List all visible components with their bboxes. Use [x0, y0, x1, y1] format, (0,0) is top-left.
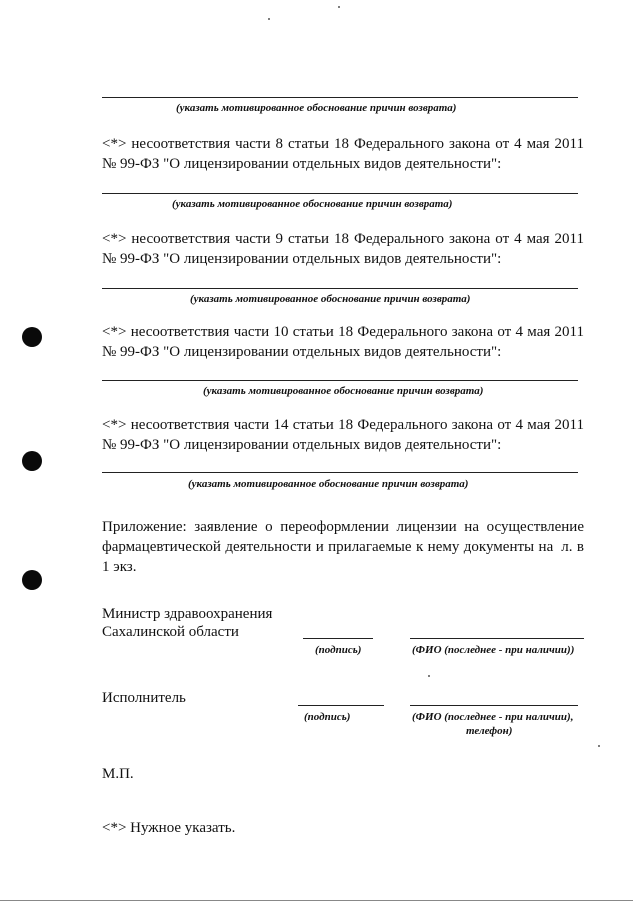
attachment-suffix: л. в 1 экз.: [102, 539, 584, 575]
punch-hole: [22, 451, 42, 471]
footnote: <*> Нужное указать.: [102, 820, 236, 836]
executor-name-line: [410, 705, 578, 706]
reason-caption: (указать мотивированное обоснование причин возврата): [190, 293, 471, 305]
section-text: <*> несоответствия части 10 статьи 18 Федерального закона от 4 мая 2011 № 99-ФЗ "О лицензировании отдельных видов деятельности":: [102, 324, 584, 360]
punch-hole: [22, 327, 42, 347]
scan-speck: [428, 675, 430, 677]
stamp-place: М.П.: [102, 766, 134, 782]
reason-caption: (указать мотивированное обоснование причин возврата): [172, 198, 453, 210]
scan-speck: [268, 18, 270, 20]
minister-title: Министр здравоохранения: [102, 606, 273, 622]
minister-name-line: [410, 638, 584, 639]
reason-caption: (указать мотивированное обоснование причин возврата): [203, 385, 484, 397]
attachment-text: [102, 517, 584, 577]
executor-label: Исполнитель: [102, 690, 186, 706]
reason-caption: (указать мотивированное обоснование причин возврата): [176, 102, 457, 114]
reason-line: [102, 380, 578, 381]
executor-phone-caption: телефон): [466, 725, 513, 737]
minister-signature-caption: (подпись): [315, 644, 362, 656]
section-text: <*> несоответствия части 14 статьи 18 Федерального закона от 4 мая 2011 № 99-ФЗ "О лицензировании отдельных видов деятельности":: [102, 417, 584, 453]
reason-line: [102, 472, 578, 473]
scan-speck: [598, 745, 600, 747]
reason-line: [102, 288, 578, 289]
minister-name-caption: (ФИО (последнее - при наличии)): [412, 644, 575, 656]
punch-hole: [22, 570, 42, 590]
scan-edge: [0, 900, 633, 901]
minister-region: Сахалинской области: [102, 624, 239, 640]
section-text: <*> несоответствия части 8 статьи 18 Федерального закона от 4 мая 2011 № 99-ФЗ "О лицензировании отдельных видов деятельности":: [102, 136, 584, 172]
section-text: <*> несоответствия части 9 статьи 18 Федерального закона от 4 мая 2011 № 99-ФЗ "О лицензировании отдельных видов деятельности":: [102, 231, 584, 267]
executor-signature-caption: (подпись): [304, 711, 351, 723]
reason-caption: (указать мотивированное обоснование причин возврата): [188, 478, 469, 490]
reason-line: [102, 193, 578, 194]
scan-speck: [338, 6, 340, 8]
executor-signature-line: [298, 705, 384, 706]
attachment-body: Приложение: заявление о переоформлении лицензии на осуществление фармацевтической деятельности и прилагаемые к нему документы на: [102, 519, 584, 555]
executor-name-caption: (ФИО (последнее - при наличии),: [412, 711, 574, 723]
reason-line: [102, 97, 578, 98]
minister-signature-line: [303, 638, 373, 639]
